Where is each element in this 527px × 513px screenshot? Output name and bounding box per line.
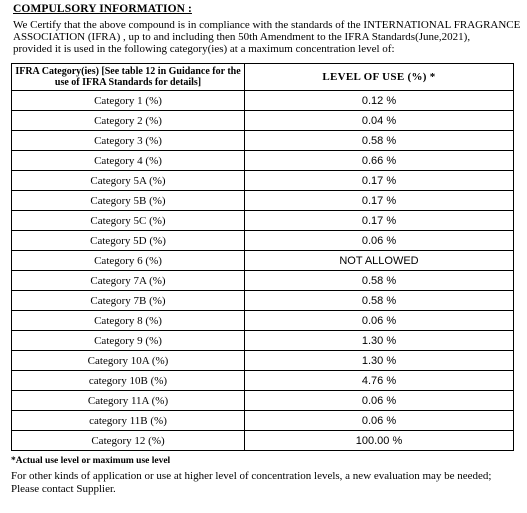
table-row: [12, 431, 514, 451]
category-cell: Category 10A (%): [12, 351, 245, 371]
category-cell: Category 9 (%): [12, 331, 245, 351]
table-row: [12, 131, 514, 151]
table-row: [12, 171, 514, 191]
section-title: COMPULSORY INFORMATION :: [13, 3, 192, 15]
table-row: [12, 411, 514, 431]
table-row: [12, 311, 514, 331]
ifra-category-table: [11, 63, 514, 451]
table-row: [12, 331, 514, 351]
category-cell: Category 5C (%): [12, 211, 245, 231]
table-body: [12, 91, 514, 451]
level-of-use-cell: 4.76 %: [245, 371, 514, 391]
level-of-use-cell: 0.12 %: [245, 91, 514, 111]
level-of-use-cell: NOT ALLOWED: [245, 251, 514, 271]
category-cell: Category 12 (%): [12, 431, 245, 451]
compliance-statement-line: ASSOCIATION (IFRA) , up to and including then 50th Amendment to the IFRA Standards(June,2021),: [13, 31, 471, 44]
category-cell: Category 5A (%): [12, 171, 245, 191]
category-cell: Category 7A (%): [12, 271, 245, 291]
level-of-use-cell: 0.06 %: [245, 311, 514, 331]
level-of-use-cell: 0.06 %: [245, 391, 514, 411]
table-row: [12, 251, 514, 271]
table-row: [12, 191, 514, 211]
table-row: [12, 91, 514, 111]
category-cell: Category 7B (%): [12, 291, 245, 311]
category-cell: category 10B (%): [12, 371, 245, 391]
table-header-row: [12, 64, 514, 91]
level-of-use-cell: 1.30 %: [245, 331, 514, 351]
category-cell: Category 8 (%): [12, 311, 245, 331]
footnote: *Actual use level or maximum use level: [11, 456, 171, 466]
level-of-use-cell: 0.06 %: [245, 411, 514, 431]
table-row: [12, 351, 514, 371]
level-of-use-cell: 100.00 %: [245, 431, 514, 451]
compliance-statement-line: We Certify that the above compound is in compliance with the standards of the INTERNATIONAL FRAGRANCE: [13, 19, 521, 31]
table-row: [12, 211, 514, 231]
table-row: [12, 231, 514, 251]
category-cell: Category 5B (%): [12, 191, 245, 211]
level-of-use-cell: 0.17 %: [245, 191, 514, 211]
level-of-use-cell: 0.17 %: [245, 211, 514, 231]
table-row: [12, 151, 514, 171]
category-cell: category 11B (%): [12, 411, 245, 431]
category-cell: Category 1 (%): [12, 91, 245, 111]
level-of-use-cell: 0.06 %: [245, 231, 514, 251]
category-cell: Category 11A (%): [12, 391, 245, 411]
category-cell: Category 4 (%): [12, 151, 245, 171]
level-of-use-cell: 0.04 %: [245, 111, 514, 131]
table-row: [12, 391, 514, 411]
category-cell: Category 5D (%): [12, 231, 245, 251]
table-row: [12, 271, 514, 291]
table-row: [12, 371, 514, 391]
category-cell: Category 2 (%): [12, 111, 245, 131]
closing-note-line: For other kinds of application or use at higher level of concentration levels, a new evaluation may be needed;: [11, 470, 492, 482]
level-of-use-cell: 1.30 %: [245, 351, 514, 371]
level-of-use-cell: 0.58 %: [245, 131, 514, 151]
closing-note-line: Please contact Supplier.: [11, 482, 116, 495]
category-cell: Category 3 (%): [12, 131, 245, 151]
closing-note: [11, 470, 521, 495]
compliance-statement: [13, 19, 521, 56]
table-row: [12, 111, 514, 131]
category-cell: Category 6 (%): [12, 251, 245, 271]
level-of-use-cell: 0.17 %: [245, 171, 514, 191]
header-category: IFRA Category(ies) [See table 12 in Guidance for the use of IFRA Standards for details]: [12, 64, 245, 91]
compliance-statement-line: provided it is used in the following category(ies) at a maximum concentration level of:: [13, 43, 395, 56]
level-of-use-cell: 0.58 %: [245, 271, 514, 291]
level-of-use-cell: 0.58 %: [245, 291, 514, 311]
header-level-of-use: LEVEL OF USE (%) *: [245, 64, 514, 91]
level-of-use-cell: 0.66 %: [245, 151, 514, 171]
table-row: [12, 291, 514, 311]
